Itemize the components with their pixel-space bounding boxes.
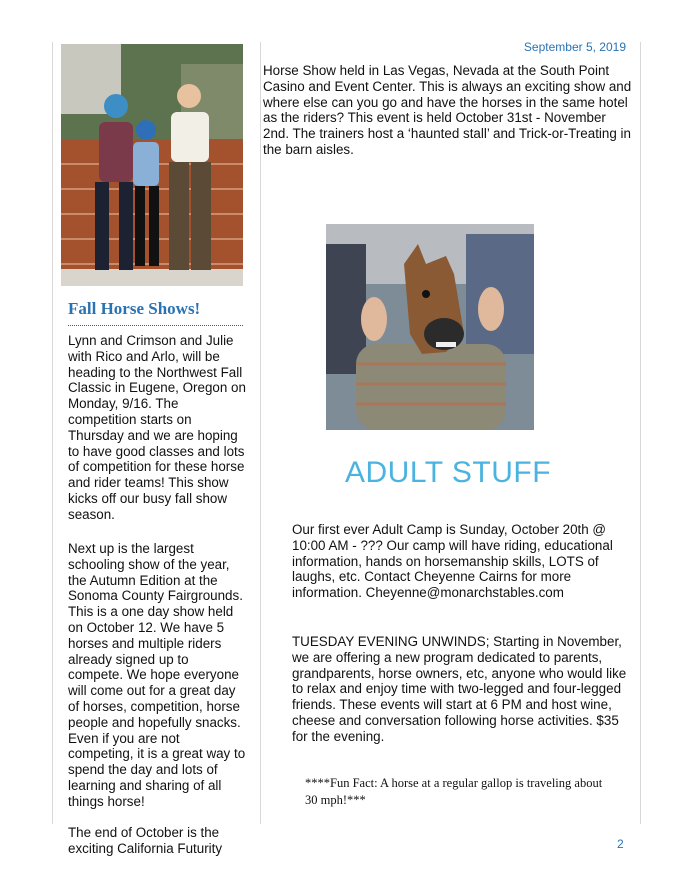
- horse-mask-photo: [326, 224, 534, 430]
- kids-on-steps-photo-icon: [61, 44, 243, 286]
- sidebar-paragraph: The end of October is the exciting California Futurity: [68, 825, 223, 856]
- column-divider-middle: [260, 42, 261, 824]
- column-divider-right: [640, 42, 641, 824]
- sidebar-heading: Fall Horse Shows!: [68, 299, 201, 318]
- column-divider-left: [52, 42, 53, 824]
- issue-date: September 5, 2019: [523, 40, 626, 54]
- adult-stuff-heading: ADULT STUFF: [345, 456, 552, 489]
- adult-camp-paragraph: Our first ever Adult Camp is Sunday, October 20th @ 10:00 AM - ??? Our camp will have riding, educational information, hands on horsemanship skills, LOTS of laughs, etc. Contact Cheyenne Cairns for more information. Cheyenne@monarchstables.com: [292, 522, 613, 601]
- fun-fact-note: ****Fun Fact: A horse at a regular gallop is traveling about 30 mph!***: [305, 776, 603, 807]
- sidebar-dotted-rule: [68, 325, 243, 326]
- horse-mask-person-photo-icon: [326, 224, 534, 430]
- evening-unwinds-paragraph: TUESDAY EVENING UNWINDS; Starting in November, we are offering a new program dedicated to parents, grandparents, horse owners, etc, anyone who would like to relax and enjoy time with two-legged and four-legged friends. These events will start at 6 PM and host wine, cheese and conversation following horse activities. $35 for the evening.: [292, 634, 627, 744]
- kids-photo: [61, 44, 243, 286]
- page-number: 2: [617, 837, 624, 851]
- main-intro-paragraph: Horse Show held in Las Vegas, Nevada at the South Point Casino and Event Center. This is always an exciting show and where else can you go and have the horses in the same hotel as the riders? This event is held October 31st - November 2nd. The trainers host a ‘haunted stall’ and Trick-or-Treating in the barn aisles.: [263, 63, 632, 157]
- sidebar-paragraph: Next up is the largest schooling show of the year, the Autumn Edition at the Sonoma County Fairgrounds. This is a one day show held on October 12. We have 5 horses and multiple riders already signed up to compete. We hope everyone will come out for a great day of horses, competition, horse people and hopefully snacks. Even if you are not competing, it is a great way to spend the day and lots of learning and sharing of all things horse!: [68, 541, 246, 809]
- sidebar-paragraph: Lynn and Crimson and Julie with Rico and Arlo, will be heading to the Northwest Fall Classic in Eugene, Oregon on Monday, 9/16. The competition starts on Thursday and we are hoping to have good classes and lots of competition for these horse and rider teams! This show kicks off our busy fall show season.: [68, 333, 246, 522]
